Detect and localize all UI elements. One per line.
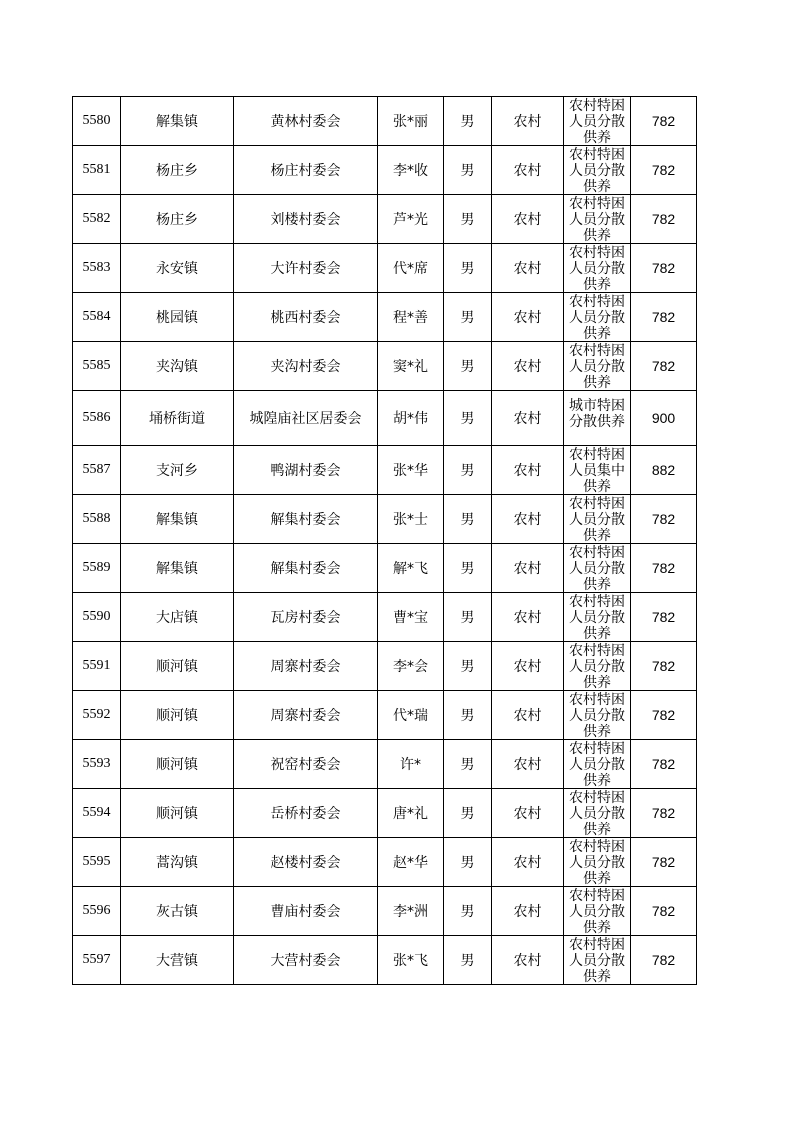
cell-amount: 782 <box>631 593 697 642</box>
cell-area: 农村 <box>492 495 564 544</box>
data-table <box>72 96 697 985</box>
cell-category-text: 农村特困人员分散供养 <box>569 98 625 145</box>
cell-category-text: 农村特困人员分散供养 <box>569 496 625 543</box>
cell-committee: 赵楼村委会 <box>234 838 378 887</box>
cell-town: 顺河镇 <box>121 789 234 838</box>
cell-area: 农村 <box>492 195 564 244</box>
cell-amount: 782 <box>631 293 697 342</box>
table-row <box>73 244 697 293</box>
cell-gender: 男 <box>444 195 492 244</box>
cell-category <box>564 446 631 495</box>
table-row <box>73 293 697 342</box>
cell-amount: 782 <box>631 495 697 544</box>
cell-name: 张*丽 <box>378 97 444 146</box>
cell-town: 顺河镇 <box>121 691 234 740</box>
table-body <box>73 97 697 985</box>
cell-town: 夹沟镇 <box>121 342 234 391</box>
cell-town: 埇桥街道 <box>121 391 234 446</box>
cell-category-text: 城市特困分散供养 <box>569 398 625 430</box>
cell-id: 5596 <box>73 887 121 936</box>
cell-category-text: 农村特困人员分散供养 <box>569 839 625 886</box>
cell-amount: 782 <box>631 544 697 593</box>
cell-category <box>564 293 631 342</box>
cell-committee: 解集村委会 <box>234 495 378 544</box>
cell-id: 5585 <box>73 342 121 391</box>
cell-area: 农村 <box>492 244 564 293</box>
cell-amount: 782 <box>631 789 697 838</box>
table-row <box>73 789 697 838</box>
cell-gender: 男 <box>444 146 492 195</box>
cell-gender: 男 <box>444 936 492 985</box>
cell-committee: 岳桥村委会 <box>234 789 378 838</box>
cell-category <box>564 244 631 293</box>
cell-town: 桃园镇 <box>121 293 234 342</box>
cell-town: 大店镇 <box>121 593 234 642</box>
cell-category-text: 农村特困人员分散供养 <box>569 888 625 935</box>
cell-id: 5581 <box>73 146 121 195</box>
cell-category <box>564 642 631 691</box>
cell-amount: 782 <box>631 342 697 391</box>
cell-area: 农村 <box>492 789 564 838</box>
cell-name: 程*善 <box>378 293 444 342</box>
cell-town: 顺河镇 <box>121 642 234 691</box>
cell-amount: 782 <box>631 936 697 985</box>
cell-category-text: 农村特困人员分散供养 <box>569 790 625 837</box>
cell-committee: 杨庄村委会 <box>234 146 378 195</box>
cell-committee: 曹庙村委会 <box>234 887 378 936</box>
cell-id: 5597 <box>73 936 121 985</box>
cell-name: 曹*宝 <box>378 593 444 642</box>
table-row <box>73 642 697 691</box>
cell-gender: 男 <box>444 642 492 691</box>
cell-name: 解*飞 <box>378 544 444 593</box>
table-row <box>73 691 697 740</box>
cell-amount: 900 <box>631 391 697 446</box>
cell-committee: 桃西村委会 <box>234 293 378 342</box>
table-row <box>73 146 697 195</box>
cell-category-text: 农村特困人员分散供养 <box>569 245 625 292</box>
cell-town: 杨庄乡 <box>121 146 234 195</box>
cell-town: 支河乡 <box>121 446 234 495</box>
cell-area: 农村 <box>492 936 564 985</box>
cell-town: 解集镇 <box>121 97 234 146</box>
cell-category <box>564 391 631 446</box>
cell-name: 胡*伟 <box>378 391 444 446</box>
cell-category-text: 农村特困人员分散供养 <box>569 741 625 788</box>
cell-committee: 黄林村委会 <box>234 97 378 146</box>
cell-amount: 782 <box>631 838 697 887</box>
cell-gender: 男 <box>444 244 492 293</box>
cell-id: 5583 <box>73 244 121 293</box>
cell-name: 张*飞 <box>378 936 444 985</box>
cell-category <box>564 887 631 936</box>
cell-area: 农村 <box>492 146 564 195</box>
cell-area: 农村 <box>492 342 564 391</box>
cell-category <box>564 342 631 391</box>
cell-category <box>564 195 631 244</box>
cell-category <box>564 789 631 838</box>
cell-town: 解集镇 <box>121 495 234 544</box>
cell-gender: 男 <box>444 691 492 740</box>
table-row <box>73 936 697 985</box>
cell-category-text: 农村特困人员分散供养 <box>569 343 625 390</box>
cell-id: 5594 <box>73 789 121 838</box>
cell-category <box>564 544 631 593</box>
cell-amount: 782 <box>631 887 697 936</box>
cell-area: 农村 <box>492 293 564 342</box>
cell-id: 5586 <box>73 391 121 446</box>
cell-category <box>564 593 631 642</box>
cell-committee: 解集村委会 <box>234 544 378 593</box>
cell-amount: 782 <box>631 642 697 691</box>
cell-amount: 782 <box>631 740 697 789</box>
cell-gender: 男 <box>444 593 492 642</box>
cell-gender: 男 <box>444 293 492 342</box>
cell-committee: 周寨村委会 <box>234 691 378 740</box>
cell-id: 5589 <box>73 544 121 593</box>
cell-id: 5590 <box>73 593 121 642</box>
table-row <box>73 391 697 446</box>
cell-name: 代*瑞 <box>378 691 444 740</box>
table-row <box>73 495 697 544</box>
cell-id: 5580 <box>73 97 121 146</box>
cell-area: 农村 <box>492 391 564 446</box>
cell-category <box>564 936 631 985</box>
cell-name: 张*华 <box>378 446 444 495</box>
cell-category-text: 农村特困人员分散供养 <box>569 692 625 739</box>
cell-category-text: 农村特困人员分散供养 <box>569 294 625 341</box>
cell-category-text: 农村特困人员分散供养 <box>569 594 625 641</box>
cell-gender: 男 <box>444 544 492 593</box>
table-row <box>73 446 697 495</box>
cell-id: 5592 <box>73 691 121 740</box>
cell-name: 芦*光 <box>378 195 444 244</box>
cell-committee: 周寨村委会 <box>234 642 378 691</box>
cell-amount: 782 <box>631 97 697 146</box>
cell-committee: 大营村委会 <box>234 936 378 985</box>
cell-name: 张*士 <box>378 495 444 544</box>
cell-committee: 夹沟村委会 <box>234 342 378 391</box>
cell-gender: 男 <box>444 789 492 838</box>
cell-id: 5595 <box>73 838 121 887</box>
cell-name: 窦*礼 <box>378 342 444 391</box>
cell-gender: 男 <box>444 887 492 936</box>
cell-id: 5587 <box>73 446 121 495</box>
cell-area: 农村 <box>492 887 564 936</box>
cell-committee: 城隍庙社区居委会 <box>234 391 378 446</box>
cell-area: 农村 <box>492 740 564 789</box>
cell-category <box>564 838 631 887</box>
cell-name: 赵*华 <box>378 838 444 887</box>
cell-category <box>564 691 631 740</box>
cell-town: 灰古镇 <box>121 887 234 936</box>
cell-town: 顺河镇 <box>121 740 234 789</box>
table-row <box>73 97 697 146</box>
cell-category <box>564 146 631 195</box>
table-row <box>73 740 697 789</box>
table-row <box>73 342 697 391</box>
cell-area: 农村 <box>492 544 564 593</box>
cell-name: 代*席 <box>378 244 444 293</box>
cell-amount: 782 <box>631 244 697 293</box>
table-row <box>73 195 697 244</box>
cell-name: 李*洲 <box>378 887 444 936</box>
cell-committee: 刘楼村委会 <box>234 195 378 244</box>
cell-category-text: 农村特困人员分散供养 <box>569 643 625 690</box>
cell-amount: 782 <box>631 691 697 740</box>
cell-category-text: 农村特困人员分散供养 <box>569 147 625 194</box>
cell-amount: 882 <box>631 446 697 495</box>
cell-area: 农村 <box>492 838 564 887</box>
cell-gender: 男 <box>444 740 492 789</box>
cell-id: 5582 <box>73 195 121 244</box>
cell-id: 5593 <box>73 740 121 789</box>
cell-name: 许* <box>378 740 444 789</box>
cell-town: 永安镇 <box>121 244 234 293</box>
cell-name: 李*收 <box>378 146 444 195</box>
cell-category <box>564 495 631 544</box>
cell-category-text: 农村特困人员分散供养 <box>569 937 625 984</box>
cell-id: 5584 <box>73 293 121 342</box>
cell-category-text: 农村特困人员集中供养 <box>569 447 625 494</box>
cell-town: 解集镇 <box>121 544 234 593</box>
cell-gender: 男 <box>444 495 492 544</box>
cell-id: 5591 <box>73 642 121 691</box>
cell-town: 大营镇 <box>121 936 234 985</box>
cell-gender: 男 <box>444 838 492 887</box>
cell-category <box>564 97 631 146</box>
cell-committee: 大许村委会 <box>234 244 378 293</box>
cell-area: 农村 <box>492 97 564 146</box>
cell-area: 农村 <box>492 691 564 740</box>
table-row <box>73 593 697 642</box>
cell-category-text: 农村特困人员分散供养 <box>569 545 625 592</box>
table-row <box>73 887 697 936</box>
cell-gender: 男 <box>444 342 492 391</box>
cell-category-text: 农村特困人员分散供养 <box>569 196 625 243</box>
cell-name: 李*会 <box>378 642 444 691</box>
cell-gender: 男 <box>444 391 492 446</box>
cell-town: 蒿沟镇 <box>121 838 234 887</box>
cell-committee: 瓦房村委会 <box>234 593 378 642</box>
cell-committee: 祝窑村委会 <box>234 740 378 789</box>
cell-name: 唐*礼 <box>378 789 444 838</box>
cell-committee: 鸭湖村委会 <box>234 446 378 495</box>
cell-amount: 782 <box>631 195 697 244</box>
cell-id: 5588 <box>73 495 121 544</box>
cell-amount: 782 <box>631 146 697 195</box>
table-row <box>73 838 697 887</box>
cell-area: 农村 <box>492 593 564 642</box>
table-row <box>73 544 697 593</box>
cell-gender: 男 <box>444 97 492 146</box>
cell-area: 农村 <box>492 642 564 691</box>
cell-category <box>564 740 631 789</box>
cell-area: 农村 <box>492 446 564 495</box>
cell-town: 杨庄乡 <box>121 195 234 244</box>
cell-gender: 男 <box>444 446 492 495</box>
